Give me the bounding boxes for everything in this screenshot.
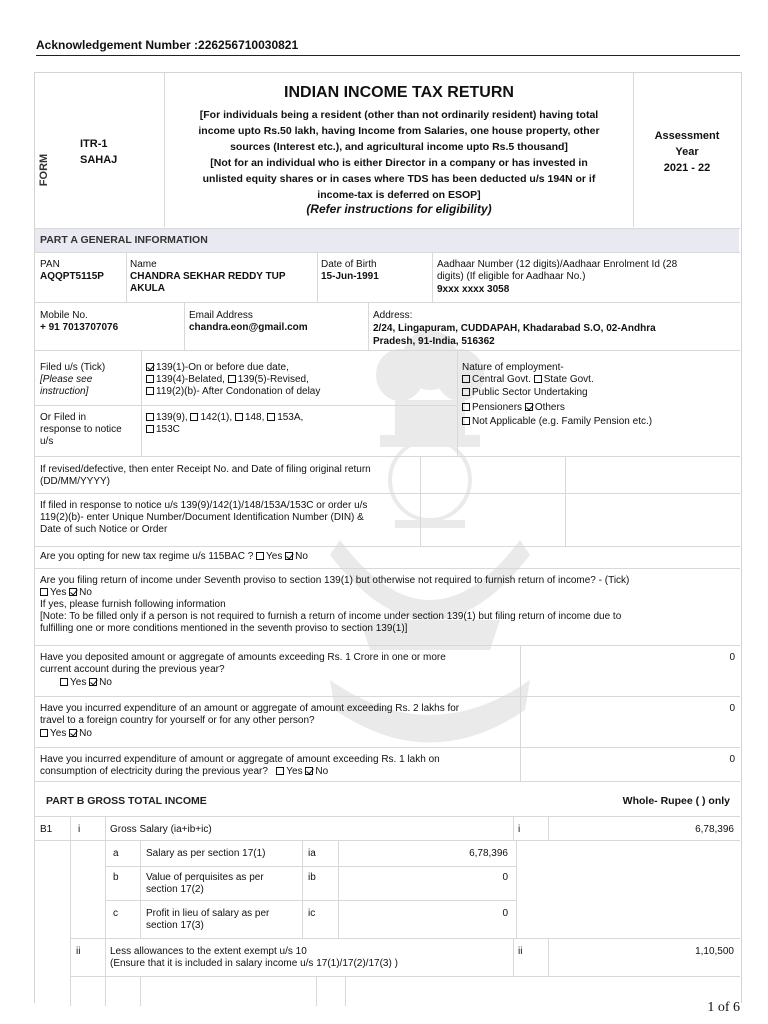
divider	[140, 840, 141, 938]
divider	[105, 900, 516, 901]
dob-value: 15-Jun-1991	[321, 271, 379, 282]
deposit-question: current account during the previous year?	[40, 664, 225, 675]
electricity-question: Have you incurred expenditure of amount or aggregate of amount exceeding Rs. 1 lakh on	[40, 754, 440, 765]
page-number: 1 of 6	[707, 1000, 740, 1015]
notice-option	[146, 424, 180, 436]
address-label: Address:	[373, 310, 413, 321]
divider	[34, 302, 740, 303]
option-label: 119(2)(b)- After Condonation of delay	[156, 386, 321, 397]
checkbox-checked[interactable]	[146, 363, 154, 371]
travel-value: 0	[729, 703, 735, 714]
divider	[516, 840, 517, 938]
aadhaar-label: digits) (If eligible for Aadhaar No.)	[437, 271, 586, 282]
checkbox[interactable]	[534, 375, 542, 383]
profit-lieu-label: section 17(3)	[146, 920, 204, 931]
divider	[316, 976, 317, 1006]
divider	[34, 456, 740, 457]
checkbox[interactable]	[267, 413, 275, 421]
desc-line: income upto Rs.50 lakh, having Income from Salaries, one house property, other	[198, 125, 600, 137]
checkbox-checked[interactable]	[285, 552, 293, 560]
filed-label: [Please see	[40, 374, 93, 385]
checkbox-checked[interactable]	[305, 767, 313, 775]
divider	[420, 456, 421, 546]
checkbox[interactable]	[228, 375, 236, 383]
sub-index: c	[113, 908, 118, 919]
employment-option	[462, 402, 565, 414]
mobile-value: + 91 7013707076	[40, 322, 119, 333]
divider	[302, 840, 303, 938]
travel-question: Have you incurred expenditure of an amount or aggregate of amount exceeding Rs. 2 lakhs for	[40, 703, 460, 714]
desc-line: income-tax is deferred on ESOP]	[317, 189, 481, 201]
checkbox[interactable]	[462, 417, 470, 425]
travel-option	[40, 728, 92, 740]
option-label: Others	[534, 402, 565, 413]
divider	[317, 252, 318, 302]
option-label: 139(1)-On or before due date,	[156, 362, 289, 373]
seventh-note: fulfilling one or more conditions mentioned in the seventh proviso to section 139(1)]	[40, 623, 408, 634]
notice-option	[146, 412, 303, 424]
email-label: Email Address	[189, 310, 253, 321]
checkbox[interactable]	[146, 413, 154, 421]
salary-17-1-label: Salary as per section 17(1)	[146, 848, 266, 859]
checkbox-checked[interactable]	[69, 588, 77, 596]
checkbox[interactable]	[235, 413, 243, 421]
deposit-option	[60, 677, 112, 689]
filed-option	[146, 362, 289, 374]
divider	[126, 252, 127, 302]
desc-line: [For individuals being a resident (other than not ordinarily resident) having total	[199, 109, 599, 121]
desc-line: [Not for an individual who is either Director in a company or has invested in	[210, 157, 588, 169]
address-value: 2/24, Lingapuram, CUDDAPAH, Khadarabad S.O, 02-Andhra	[373, 323, 656, 334]
assessment-year	[634, 128, 740, 176]
rupee-note: Whole- Rupee ( ) only	[622, 795, 730, 807]
checkbox[interactable]	[40, 729, 48, 737]
dob-label: Date of Birth	[321, 259, 377, 270]
option-label: Yes	[50, 728, 67, 739]
divider	[105, 866, 516, 867]
option-label: Pensioners	[472, 402, 523, 413]
allowances-value: 1,10,500	[695, 946, 734, 957]
option-label: 139(4)-Belated,	[156, 374, 225, 385]
checkbox-checked[interactable]	[69, 729, 77, 737]
seventh-note: [Note: To be filled only if a person is not required to furnish a return of income under section 139(1) but filing return of income due to	[40, 611, 622, 622]
ay-label: Year	[675, 146, 699, 158]
electricity-question	[40, 766, 328, 778]
divider	[105, 816, 106, 840]
desc-line: unlisted equity shares or in cases where TDS has been deducted u/s 194N or if	[202, 173, 596, 185]
divider	[34, 405, 457, 406]
option-label: 139(5)-Revised,	[237, 374, 309, 385]
notice-label: u/s	[40, 436, 54, 447]
checkbox[interactable]	[256, 552, 264, 560]
perquisites-label: section 17(2)	[146, 884, 204, 895]
profit-lieu-value: 0	[502, 908, 508, 919]
divider	[70, 976, 740, 977]
option-label: 139(9),	[156, 412, 188, 423]
checkbox[interactable]	[146, 375, 154, 383]
form-description	[165, 107, 633, 203]
row-index: ii	[76, 946, 81, 957]
divider	[34, 568, 740, 569]
option-label: Yes	[286, 766, 303, 777]
din-label: 119(2)(b)- enter Unique Number/Document Identification Number (DIN) &	[40, 512, 364, 523]
divider	[34, 781, 740, 782]
profit-lieu-label: Profit in lieu of salary as per	[146, 908, 270, 919]
notice-label: response to notice	[40, 424, 122, 435]
allowances-label: Less allowances to the extent exempt u/s 10	[110, 946, 307, 957]
din-label: If filed in response to notice u/s 139(9)/142(1)/148/153A/153C or order u/s	[40, 500, 368, 511]
sub-code: ia	[308, 848, 316, 859]
checkbox[interactable]	[60, 678, 68, 686]
mobile-label: Mobile No.	[40, 310, 88, 321]
divider	[105, 840, 106, 938]
perquisites-label: Value of perquisites as per	[146, 872, 264, 883]
notice-label: Or Filed in	[40, 412, 87, 423]
checkbox[interactable]	[40, 588, 48, 596]
checkbox[interactable]	[462, 388, 470, 396]
checkbox[interactable]	[462, 403, 470, 411]
electricity-value: 0	[729, 754, 735, 765]
divider	[105, 938, 106, 1006]
divider	[140, 976, 141, 1006]
employment-option	[462, 416, 652, 428]
checkbox[interactable]	[146, 387, 154, 395]
filed-option	[146, 374, 309, 386]
row-index: i	[78, 824, 81, 835]
desc-line: sources (Interest etc.), and agricultural income upto Rs.5 thousand]	[230, 141, 568, 153]
ack-label: Acknowledgement Number :	[36, 38, 199, 52]
filed-label: instruction]	[40, 386, 89, 397]
form-code: ITR-1	[80, 138, 108, 150]
form-vertical-label	[40, 150, 54, 190]
salary-17-1-value: 6,78,396	[469, 848, 508, 859]
option-label: No	[79, 587, 92, 598]
ack-number: 226256710030821	[198, 38, 299, 52]
option-label: No	[79, 728, 92, 739]
email-value: chandra.eon@gmail.com	[189, 322, 308, 333]
option-label: No	[315, 766, 329, 777]
deposit-value: 0	[729, 652, 735, 663]
aadhaar-label: Aadhaar Number (12 digits)/Aadhaar Enrolment Id (28	[437, 259, 678, 270]
pan-value: AQQPT5115P	[40, 271, 104, 282]
divider	[368, 302, 369, 350]
divider	[34, 645, 740, 646]
divider	[184, 302, 185, 350]
option-label: State Govt.	[543, 374, 594, 385]
employment-option	[462, 374, 594, 386]
acknowledgement	[36, 38, 298, 52]
option-label: Yes	[50, 587, 67, 598]
divider	[432, 252, 433, 302]
part-b-header: PART B GROSS TOTAL INCOME	[46, 795, 207, 807]
ay-label: Assessment	[654, 130, 720, 142]
option-label: No	[99, 677, 112, 688]
divider	[141, 350, 142, 456]
divider	[34, 252, 740, 253]
regime-question	[40, 551, 308, 563]
row-code: ii	[518, 946, 523, 957]
option-label: No	[295, 551, 308, 562]
divider	[34, 493, 740, 494]
seventh-info: If yes, please furnish following information	[40, 599, 226, 610]
divider	[36, 55, 740, 56]
checkbox[interactable]	[462, 375, 470, 383]
divider	[34, 696, 740, 697]
sub-code: ic	[308, 908, 316, 919]
filed-option	[146, 386, 320, 398]
divider	[520, 645, 521, 781]
form-name: SAHAJ	[80, 154, 118, 166]
option-label: Central Govt.	[472, 374, 531, 385]
filed-label: Filed u/s (Tick)	[40, 362, 106, 373]
name-value: AKULA	[130, 283, 165, 294]
option-label: 153A,	[277, 412, 304, 423]
divider	[338, 840, 339, 938]
option-label: Not Applicable (e.g. Family Pension etc.)	[472, 416, 653, 427]
divider	[70, 816, 71, 1006]
question-text: Are you opting for new tax regime u/s 115BAC ?	[40, 551, 254, 562]
checkbox[interactable]	[190, 413, 198, 421]
divider	[34, 228, 740, 229]
option-label: 142(1),	[200, 412, 233, 423]
seventh-question: Are you filing return of income under Seventh proviso to section 139(1) but otherwise not required to furnish return of income? - (Tick)	[40, 575, 630, 586]
divider	[345, 976, 346, 1006]
revised-label: If revised/defective, then enter Receipt No. and Date of filing original return	[40, 464, 371, 475]
b1-code: B1	[40, 824, 53, 835]
option-label: 153C	[156, 424, 180, 435]
sub-index: a	[113, 848, 119, 859]
gross-salary-label: Gross Salary (ia+ib+ic)	[110, 824, 212, 835]
divider	[34, 350, 740, 351]
divider	[457, 350, 458, 456]
divider	[548, 816, 549, 840]
travel-question: travel to a foreign country for yourself or for any other person?	[40, 715, 315, 726]
option-label: Public Sector Undertaking	[472, 387, 588, 398]
revised-label: (DD/MM/YYYY)	[40, 476, 110, 487]
eligibility-note: (Refer instructions for eligibility)	[306, 202, 492, 216]
question-text: consumption of electricity during the previous year?	[40, 766, 268, 777]
employment-label: Nature of employment-	[462, 362, 564, 373]
sub-index: b	[113, 872, 119, 883]
option-label: Yes	[70, 677, 87, 688]
name-label: Name	[130, 259, 157, 270]
employment-option	[462, 387, 588, 399]
ay-value: 2021 - 22	[663, 162, 711, 174]
option-label: Yes	[266, 551, 283, 562]
checkbox-checked[interactable]	[525, 403, 533, 411]
divider	[34, 816, 740, 817]
din-label: Date of such Notice or Order	[40, 524, 168, 535]
name-value: CHANDRA SEKHAR REDDY TUP	[130, 271, 286, 282]
checkbox[interactable]	[146, 425, 154, 433]
seventh-option	[40, 587, 92, 599]
checkbox[interactable]	[276, 767, 284, 775]
allowances-label: (Ensure that it is included in salary income u/s 17(1)/17(2)/17(3) )	[110, 958, 398, 969]
sub-code: ib	[308, 872, 316, 883]
part-a-header: PART A GENERAL INFORMATION	[35, 228, 739, 252]
divider	[513, 938, 514, 976]
form-label: FORM	[38, 153, 51, 187]
address-value: Pradesh, 91-India, 516362	[373, 336, 495, 347]
perquisites-value: 0	[502, 872, 508, 883]
divider	[70, 938, 740, 939]
aadhaar-value: 9xxx xxxx 3058	[437, 284, 510, 295]
divider	[565, 456, 566, 546]
divider	[34, 747, 740, 748]
form-title: INDIAN INCOME TAX RETURN	[284, 84, 514, 101]
checkbox-checked[interactable]	[89, 678, 97, 686]
row-code: i	[518, 824, 521, 835]
gross-salary-value: 6,78,396	[695, 824, 734, 835]
divider	[548, 938, 549, 976]
deposit-question: Have you deposited amount or aggregate of amounts exceeding Rs. 1 Crore in one or more	[40, 652, 446, 663]
pan-label: PAN	[40, 259, 60, 270]
divider	[513, 816, 514, 840]
option-label: 148,	[244, 412, 265, 423]
divider	[34, 546, 740, 547]
